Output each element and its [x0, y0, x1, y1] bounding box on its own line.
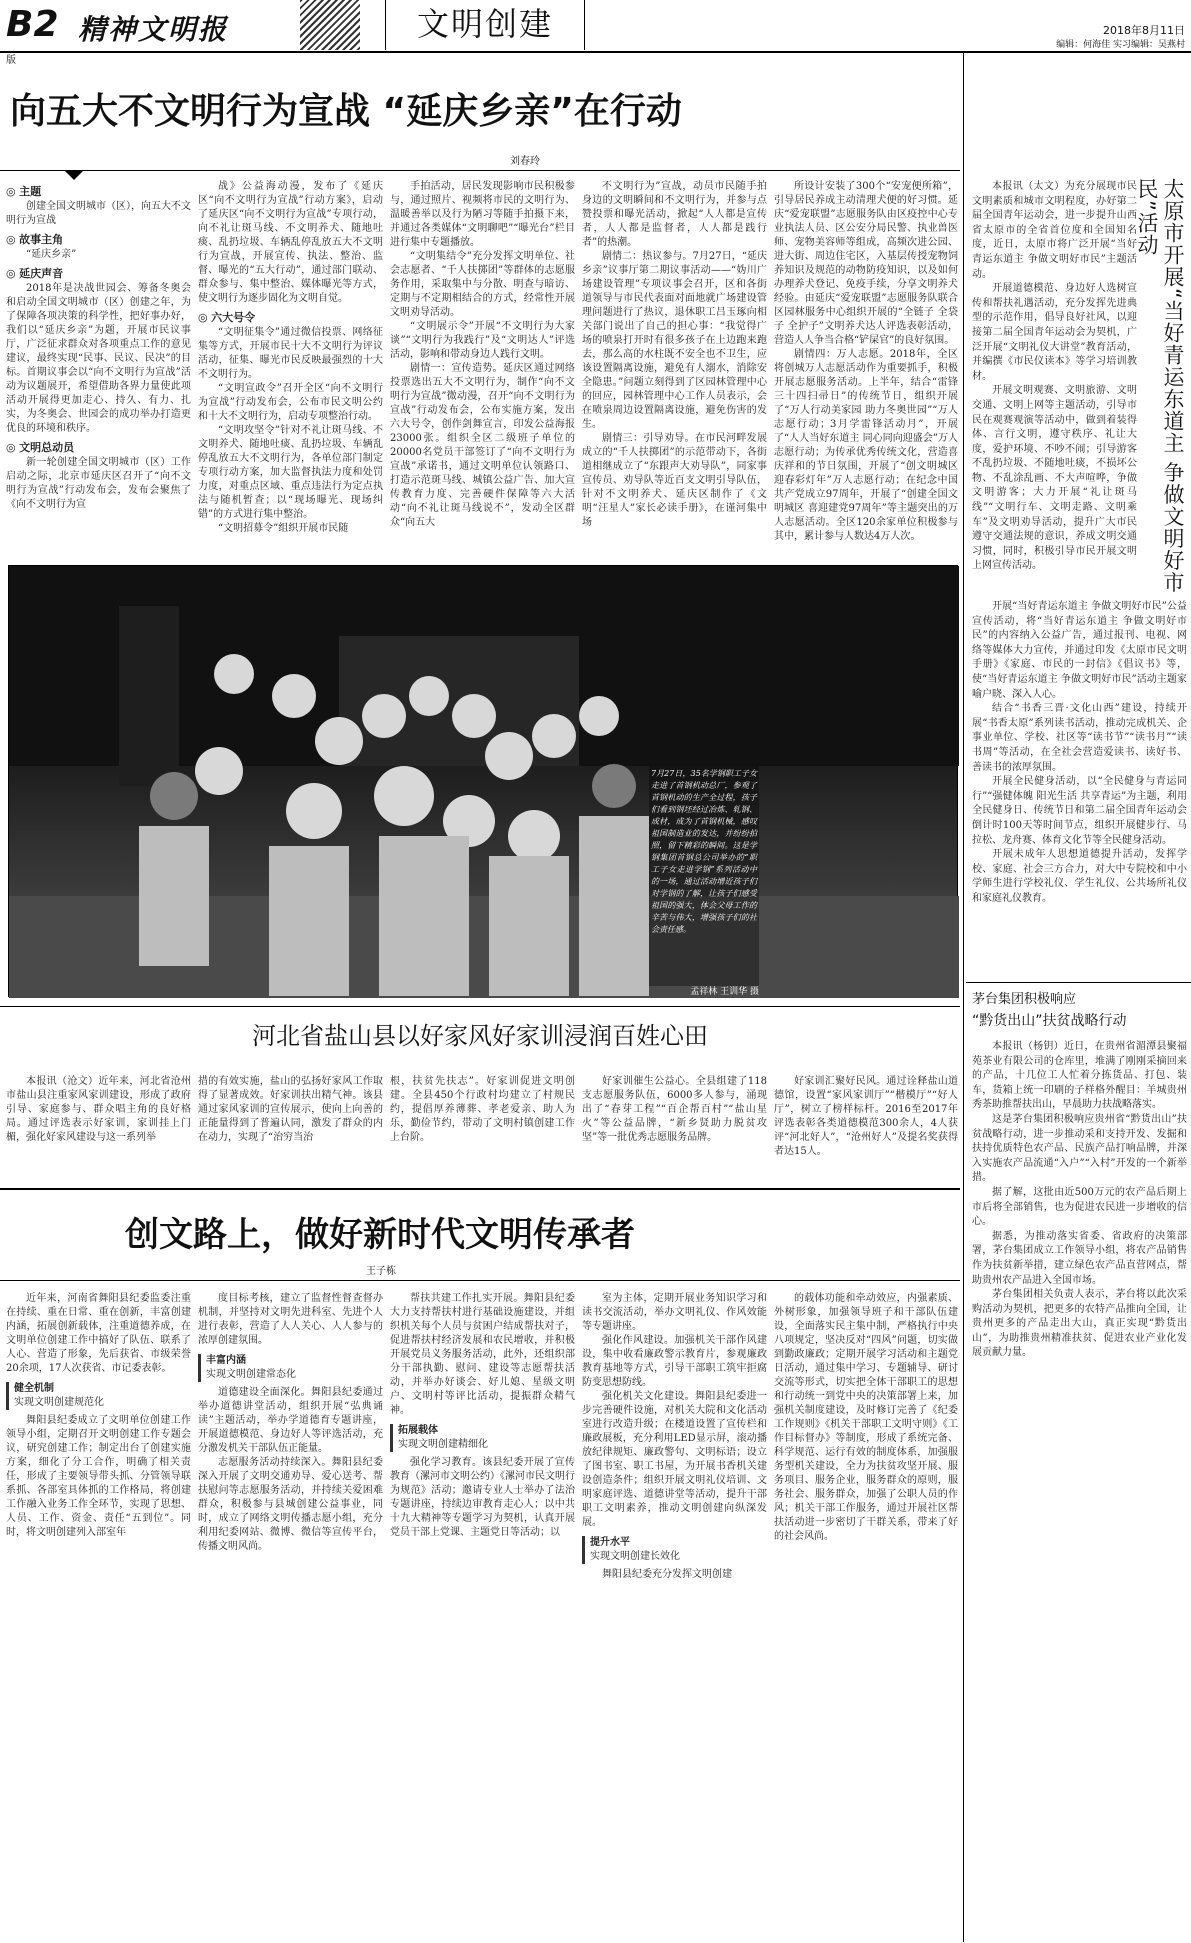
article1-col3-p1: “文明集结令”充分发挥文明单位、社会志愿者、“千人扶掷团”等群体的志愿服务作用，采取集中与分散、明查与暗访、定期与不定期相结合的方式，经常性开展文明劝导活动。: [390, 251, 575, 318]
photo-credit: 孟祥林 王训华 摄: [690, 987, 759, 997]
article3-col1: [6, 1292, 191, 1937]
sidebar1-body: 本报讯（太文）为充分展现市民文明素质和城市文明程度，办好第二届全国青年运动会，进一步提升山西省太原市的全省首位度和全国知名度，近日，太原市将广泛开展“当好青运东道主 争做文明好市民”主题活动。 开展道德模范、身边好人选树宣传和帮扶礼遇活动，充分发挥先进典型的示范作用，倡导良好社风，以迎接第二届全国青年运动会为契机，广泛开展“文明礼仪大讲堂”教育活动，并编撰《市民仪读本》等学习培训教材。 开展文明观赛、文明旅游、文明交通、文明上网等主题活动，引导市民在观赛观演等活动中，做到着装得体、言行文明，遵守秩序、礼让大度，爱护环境、不吵不闹；引导游客不乱扔垃圾、不随地吐痰，不损坏公物、不乱涂乱画、不大声喧哗，争做文明游客；大力开展“礼让斑马线”“文明行车、文明走路、文明乘车”及文明劝导活动，提升广大市民遵守交通法规的意识，养成文明交通习惯，同时，积极引导市民开展文明上网宣传活动。: [972, 181, 1137, 572]
sidebar2-body: 本报讯（杨钥）近日，在贵州省湄潭县聚福苑茶业有限公司的仓库里，堆满了刚刚采摘回来的产品，十几位工人忙着分拣货品、打包、装车，货箱上统一印刷的子样格外醒目：羊城贵州秀茶助推帮扶出山，早晨助力扶战略落实。 这是茅台集团积极响应贵州省“黔货出山”扶贫战略行动，进一步推动采和支持开发、发掘和扶持优质特色农产品、民族产品打响品牌，并深入实施农产品流通“入户”“入村”开发的一个新举措。 据了解，这批由近500万元的农产品后期上市后将全部销售，也为促进农民进一步增收的信心。 据悉，为推动落实省委、省政府的决策部署，茅台集团成立工作领导小组，将农产品销售作为扶贫新举措，建立绿色农产品直营网点，帮助贵州农产品进入全国市场。 茅台集团相关负责人表示，茅台将以此次采购活动为契机，把更多的农特产品推向全国，让贵州更多的产品走出大山，真正实现“黔货出山”，为助推贵州精准扶贫、促进农业产业化发展贡献力量。: [972, 1041, 1187, 1359]
article1-col3-p3: 剧情一：宣传造势。延庆区通过网络投票选出五大不文明行为，制作“向不文明行为宣战”微动漫，召开“向不文明行为宣战”行动发布会，公布实施方案，发出六大号令，创作剑舞宣言，印发公益海报23000张。组织全区二级班子单位的20000名党员干部签订了“向不文明行为宣战”承诺书，通过文明单位认领路口、打造示范斑马线、城镇公益广告、加大宣传教育力度、完善硬件保障等六大活动“向不礼让斑马线说不”，发动全区群众“向五大: [390, 363, 575, 528]
article1-col1-h4: ◎ 延庆声音: [6, 266, 191, 282]
article3-col3-p0: 帮扶共建工作扎实开展。舞阳县纪委大力支持帮扶村进行基础设施建设，并组织机关每个人员与贫困户结成帮扶对子，促进帮扶村经济发展和农民增收，并积极开展党员义务服务活动，此外，还组织部分干部执勤、慰问、建设等志愿帮扶活动，并举办好谈会、好儿媳、星级文明户、文明村等评比活动，提振群众精气神。: [390, 1293, 575, 1416]
sidebar1-headline: 太原市开展“当好青运东道主 争做文明好市民”活动: [1135, 178, 1185, 594]
article1-headline: 向五大不文明行为宣战 “延庆乡亲”在行动: [10, 91, 682, 132]
article1-col2-p5: “文明招募令”组织开展市民随: [218, 523, 349, 534]
article3-col2-p2: 道德建设全面深化。舞阳县纪委通过举办道德讲堂活动，组织开展“弘典诵读”主题活动，举办学道德育专题讲座，开展道德模范、身边好人等评选活动，充分激发机关干部队伍正能量。: [198, 1387, 383, 1454]
article2-headline: 河北省盐山县以好家风好家训浸润百姓心田: [252, 1022, 708, 1050]
article1-col3-p0: 手拍活动，居民发现影响市民积极参与，通过照片、视频将市民的文明行为、温暖善举以及行为陋习等随手拍摄下来，并通过各类媒体“文明聊吧”“曝光台”栏目进行集中专题播放。: [390, 181, 575, 248]
article3-col5: [774, 1292, 958, 1937]
article3-col1-subhead: 健全机制 实现文明创建规范化: [6, 1382, 191, 1410]
header-date: 2018年8月11日: [1103, 24, 1185, 37]
photo: [8, 565, 958, 997]
photo-caption: 7月27日，35名学钢职工子女走进了首钢机动总厂，参观了首钢机动的生产全过程，孩子们看到钢坯经过冶炼、轧钢、成材，成为了首钢机械，感叹祖国制造业的发达，并纷纷拍照，留下精彩的瞬间。这是学钢集团首钢总公司举办的“职工子女走进学钢”系列活动中的一场，通过活动增近孩子们对学钢的了解，让孩子们感受祖国的强大，体会父母工作的辛苦与伟大，增强孩子们的社会责任感。: [649, 766, 759, 986]
article1-author: 刘春玲: [510, 156, 540, 167]
article3-col4-p4: 舞阳县纪委充分发挥文明创建: [602, 1569, 732, 1580]
article3-col2-subhead: 丰富内涵 实现文明创建常态化: [198, 1354, 383, 1382]
paper-name: 精神文明报: [78, 13, 229, 46]
article2-col3: 根，扶贫先扶志”。好家训促进文明创建。全县450个行政村均建立了村规民约，提倡厚养薄葬、孝老爱亲、助人为乐，勤俭节约，带动了文明村镇创建工作上台阶。: [390, 1076, 575, 1143]
page-number: B2版: [6, 4, 59, 66]
article2-rule-top: [0, 1006, 960, 1007]
sidebar2-rule: [966, 982, 1191, 983]
header-rule: [0, 51, 1191, 53]
article1-col1-h2: ◎ 故事主角: [6, 232, 191, 248]
article3-headline: 创文路上，做好新时代文明传承者: [125, 1215, 635, 1255]
article1-col4-p0: 不文明行为”宣战，动员市民随手拍身边的文明瞬间和不文明行为，并参与点赞投票和曝光活动，掀起“人人都是宣传者，人人都是监督者，人人都是践行者”的热潮。: [582, 181, 767, 248]
article3-author: 王子栋: [366, 1266, 396, 1277]
article2-col4: 好家训催生公益心。全县组建了118支志愿服务队伍，6000多人参与，涌现出了“春芽工程”“百企帮百村”“盐山星火”等公益品牌，“新乡贤助力脱贫攻坚”等一批优秀志愿服务品牌。: [582, 1076, 767, 1143]
article1-col2-p2: “文明征集令”通过微信投票、网络征集等方式，开展市民十大不文明行为评议活动，征集、曝光市民反映最强烈的十大不文明行为。: [198, 327, 383, 380]
article3-rule: [0, 1280, 960, 1281]
article3-col1-p2: 舞阳县纪委成立了文明单位创建工作领导小组，定期召开文明创建工作专题会议，研究创建工作；制定出台了创建实施方案，细化了分工合作，明确了相关责任，形成了主要领导带头抓、分管领导联系抓、各部室具体抓的工作格局，将创建工作融入业务工作全环节，实现了思想、人员、工作、资金、责任“五到位”。同时，将文明创建列入部室年: [6, 1415, 191, 1538]
article1-col4-p1: 剧情二：热议参与。7月27日，“延庆乡亲”议事厅第二期议事活动——“妫川广场建设管理”专项议事会召开，区和各街道领导与市民代表面对面地就广场建设管理问题进行了热议，退休职工吕玉琢向相关部门说出了自己的担心事：“我觉得广场的喷泉打开时有很多孩子在上边跑来跑去，那么高的水柱既不安全也不卫生，应该设置隔离设施，避免有人溺水，消除安全隐患。”问题立刻得到了区园林管理中心的回应，园林管理中心工作人员表示，会在喷泉周边设置隔离设施，避免伤害的发生。: [582, 251, 767, 430]
photo-scene: [9, 566, 959, 998]
article3-col3-subhead: 拓展载体 实现文明创建精细化: [390, 1424, 575, 1452]
section-title: 文明创建: [385, 0, 585, 50]
article2-col5: 好家训汇聚好民风。通过诠释盐山道德馆，设置“家风家训厅”“楷模厅”“好人厅”，树立了榜样标杆。2016至2017年评选表彰各类道德模范300余人，4人获评“河北好人”，“沧州好人”及提名奖获得者达15人。: [774, 1076, 958, 1157]
article1-col1-p1: 创建全国文明城市（区），向五大不文明行为宣战: [6, 201, 191, 226]
article3-col2: [198, 1292, 383, 1937]
article1-col3-p2: “文明展示令”开展“不文明行为大家谈”“文明行为我践行”及“文明达人”评选活动，影响和带动身边人践行文明。: [390, 321, 575, 360]
article1-col2-p0: 战》公益海动漫，发布了《延庆区“向不文明行为宣战”行动方案》，启动了延庆区“向不文明行为宣战”专项行动，向不礼让斑马线、不文明养犬、随地吐痰、乱扔垃圾、车辆乱停乱放五大不文明行为宣战，开展宣传、执法、整治、监督、曝光的“五大行动”，通过部门联动、群众参与、集中整治、媒体曝光等方式，使文明行为逐步固化为文明自觉。: [198, 181, 383, 304]
sidebar-divider: [963, 52, 964, 1942]
article1-col5: [774, 180, 958, 555]
article3-col4: [582, 1292, 767, 1937]
article3-col2-p0: 度目标考核，建立了监督性督查督办机制，并坚持对文明先进科室、先进个人进行表彰，营造了人人关心、人人参与的浓厚创建氛围。: [198, 1293, 383, 1346]
article3-col2-p3: 志愿服务活动持续深入。舞阳县纪委深入开展了文明交通劝导、爱心送考、帮扶慰问等志愿服务活动，并持续关爱困难群众，积极参与县城创建公益事业，同时，成立了网络文明传播志愿小组，充分利用纪委网站、微博、微信等宣传平台，传播文明风尚。: [198, 1457, 383, 1552]
article3-col4-p1: 强化作风建设。加强机关干部作风建设，集中收看廉政警示教育片，参观廉政教育基地等方式，引导干部职工筑牢拒腐防变思想防线。: [582, 1335, 767, 1388]
article3-col4-p0: 室为主体，定期开展业务知识学习和读书交流活动，举办文明礼仪、作风效能等专题讲座。: [582, 1293, 767, 1332]
article1-col2-p4: “文明攻坚令”针对不礼让斑马线、不文明养犬、随地吐痰、乱扔垃圾、车辆乱停乱放五大不文明行为，各单位部门制定专项行动方案，加大监督执法力度和处罚力度，对重点区域、重点违法行为定点执法与随机暂查；以“现场曝光、现场纠错”的方式进行集中整治。: [198, 425, 383, 520]
article3-col5-p0: 的载体功能和牵动效应，内强素质、外树形象，加强领导班子和干部队伍建设，全面落实民主集中制，严格执行中央八项规定，坚决反对“四风”问题，切实做到勤政廉政；定期开展学习活动和主题党日活动，通过集中学习、专题辅导、研讨交流等形式，切实把全体干部职工的思想和行动统一到党中央的决策部署上来，加强机关制度建设，及时修订完善了《纪委工作规则》《机关干部职工文明守则》《工作目标督办》等制度，形成了系统完备、科学规范、运行有效的制度体系，加强服务型机关建设，全力为扶贫攻坚开展、服务项目、服务企业，服务群众的原则，服务社会、服务群众，加强了公职人员的作风；机关干部工作服务，通过开展社区帮扶活动进一步密切了干群关系，带来了好的社会风尚。: [774, 1293, 958, 1542]
article3-col1-p0: 近年来，河南省舞阳县纪委监委注重在持续、重在日常、重在创新，丰富创建内涵，拓展创新载体，注重道德养成，在文明单位创建工作中搞好了队伍、联系了人心、营造了形象，先后获省、市级荣誉20余项，17人次获省、市记委表彰。: [6, 1293, 191, 1374]
article2-col2: 措的有效实施，盐山的弘扬好家风工作取得了显著成效。好家训扶出精气神。该县通过家风家训的宣传展示，使向上向善的正能量得到了普遍认同，激发了群众的内在动力，实现了“治穷当治: [198, 1076, 383, 1143]
article1-col1-h0: ◎ 主题: [6, 184, 191, 200]
article1-col1-h6: ◎ 文明总动员: [6, 440, 191, 456]
article1-col5-p0: 所设计安装了300个“安宠便所箱”，引导居民养成主动清理犬便的好习惯。延庆“爱宠联盟”志愿服务队由区疫控中心专业执法人员、区公安分局民警、执业兽医师、宠物美容师等组成，高频次进公园、进大街、周边住宅区，入基层传授宠物饲养知识及规范的动物防疫知识，以及如何办理养犬登记、免疫手续，分享文明养犬经验。由延庆“爱宠联盟”志愿服务队联合区园林服务中心组织开展的“全链子 全袋子 全护子”文明养犬达人评选表彰活动，营造人人争当合格“铲屎官”的良好氛围。: [774, 181, 958, 346]
article1-col2: [198, 180, 383, 555]
article2-rule-bottom: [0, 1188, 960, 1190]
sidebar2-headline: 茅台集团积极响应 “黔货出山”扶贫战略行动: [972, 992, 1127, 1029]
article1-rule: [0, 170, 960, 171]
article3-col3-p2: 强化学习教育。该县纪委开展了宣传教育（漯河市文明公约）《漯河市民文明行为规范》活动；邀请专业人士举办了法治专题讲座，持续边审教育走心人；以中共十九大精神等专题学习为契机，认真开展党员干部上党课、主题党日等活动；以: [390, 1457, 575, 1538]
header-diagonal-band: [300, 0, 360, 50]
article3-col4-p2: 强化机关文化建设。舞阳县纪委进一步完善硬件设施，对机关大院和文化活动室进行改造升级；在楼道设置了宣传栏和廉政展板，充分利用LED显示屏，滚动播放纪律规矩、廉政警句、文明标语；设立了图书室、职工书屋，为开展书香机关建设创造条件；组织开展文明礼仪培训、文明家庭评选、道德讲堂等活动，提升干部职工文明素养，推动文明创建向纵深发展。: [582, 1391, 767, 1528]
article1-col4: [582, 180, 767, 555]
header-editors: 编辑：何海佳 实习编辑：吴燕村: [1056, 40, 1185, 50]
article2-col1: 本报讯（沧文）近年来，河北省沧州市盐山县注重家风家训建设，形成了政府引导、家庭参与、群众唱主角的良好格局。通过评选表示好家训，家训挂上门楣，强化好家风建设与这一系列举: [6, 1076, 191, 1143]
article1-notch: [64, 170, 84, 180]
article1-col1: [6, 180, 191, 555]
article1-col2-p3: “文明宣政令”召开全区“向不文明行为宣战”行动发布会，公布市民文明公约和十大不文明行为，启动专项整治行动。: [198, 383, 383, 422]
article1-col2-h1: ◎ 六大号令: [198, 310, 383, 326]
article1-col3: [390, 180, 575, 555]
article1-col1-p3: “延庆乡亲”: [26, 249, 77, 260]
article3-col4-subhead: 提升水平 实现文明创建长效化: [582, 1536, 767, 1564]
sidebar1-body-rest: 开展“当好青运东道主 争做文明好市民”公益宣传活动，将“当好青运东道主 争做文明好市民”的内容纳入公益广告，通过报刊、电视、网络等媒体大力宣传，并通过印发《太原市民文明手册》《家庭、市民的一封信》《倡议书》等，使“当好青运东道主 争做文明好市民”活动主题家喻户晓、深入人心。 结合“书香三晋·文化山西”建设，持续开展“书香太原”系列读书活动，推动完成机关、企事业单位、学校、社区等“读书节”“读书月”“读书周”等活动，在全社会营造爱读书、读好书、善读书的浓厚氛围。 开展全民健身活动，以“全民健身与青运同行”“强健体魄 阳光生活 共享青运”为主题，利用全民健身日、传统节日和第二届全国青年运动会倒计时100天等时间节点，组织开展健步行、马拉松、龙舟赛、体育文化节等全民健身活动。 开展未成年人思想道德提升活动，发挥学校、家庭、社会三方合力，对大中专院校和中小学师生进行学校礼仪、学生礼仪、公共场所礼仪和家庭礼仪教育。: [972, 600, 1187, 978]
article1-col1-p5: 2018年是决战世园会、筹备冬奥会和启动全国文明城市（区）创建之年，为了保障各项决策的科学性，把好事办好，我们以“延庆乡亲”为题，开展市民议事厅，广泛征求群众对各项重点工作的意见建议，最终实现“民事、民议、民决”的目标。首期议事会以“向不文明行为宣战”活动为议题展开，希望借助各界力量使此项活动开展得更加走心、持久、有力、扎实，为冬奥会、世园会的成功举办打造更优良的环境和秩序。: [6, 283, 191, 434]
article1-col1-p7: 新一轮创建全国文明城市（区）工作启动之际，北京市延庆区召开了“向不文明行为宣战”行动发布会，发布会聚焦了《向不文明行为宣: [6, 457, 191, 510]
article1-col5-p1: 剧情四：万人志愿。2018年，全区将创城万人志愿活动作为重要抓手，积极开展志愿服务活动。上半年，结合“雷锋三十四扫帚日”的传统节日，组织开展了“万人行动美家园 助力冬奥世园”“万人志愿行动；3月学雷锋活动月”，开展了“人人当好东道主 同心同向迎盛会”万人志愿行动；为传承优秀传统文化，营造喜庆祥和的节日氛围，开展了“创文明城区 迎春彩灯年”万人志愿行动；在纪念中国共产党成立97周年，开展了“创建全国文明城区 喜迎建党97周年”等主题突出的万人志愿活动。全区120余家单位积极参与其中，累计参与人数达4万人次。: [774, 349, 958, 542]
article1-col4-p2: 剧情三：引导劝导。在市民河畔发展成立的“千人扶掷团”的示范带动下，各街道相继成立了“东跟声大劝导队”，同家事宣传员、劝导队等近百支文明引导队伍，针对不文明养犬、延庆区制作了《文明“汪星人”家长必读手册》，在谨河集中场: [582, 433, 767, 528]
article3-col3: [390, 1292, 575, 1937]
